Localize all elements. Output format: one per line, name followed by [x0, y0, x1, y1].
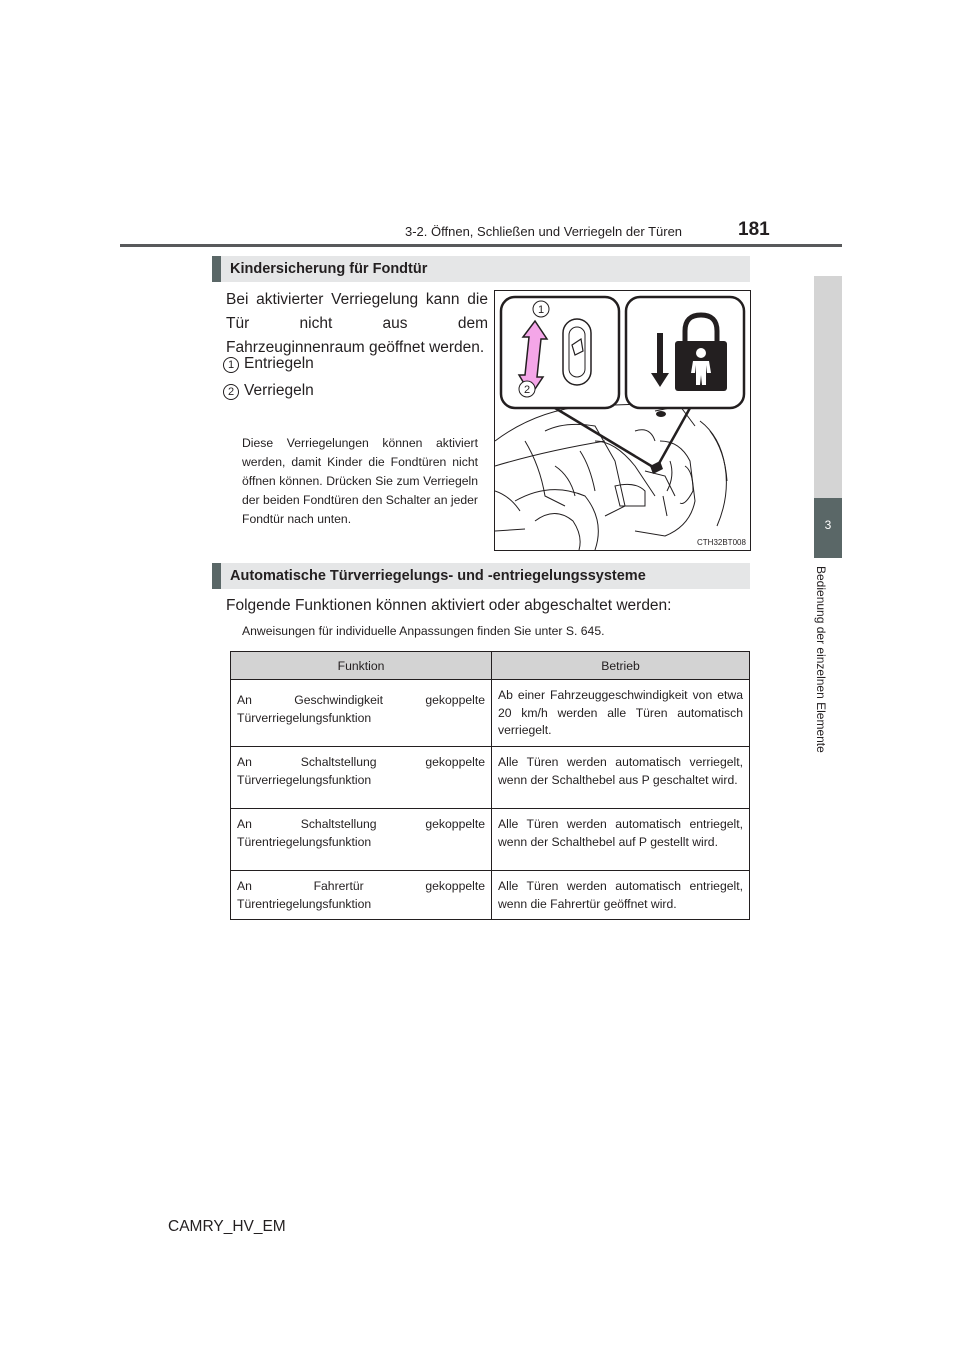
footer-model-code: CAMRY_HV_EM	[168, 1218, 286, 1235]
functions-table	[230, 651, 750, 920]
table-row	[231, 871, 750, 920]
table-cell-operation: Alle Türen werden automatisch verriegelt, wenn der Schalthebel aus P geschaltet wird.	[492, 747, 750, 809]
callout-number-2: 2	[523, 384, 531, 396]
child-lock-note: Diese Verriegelungen können aktiviert werden, damit Kinder die Fondtüren nicht öffnen können. Drücken Sie zum Verriegeln der beiden Fondtüren den Schalter an jeder Fondtür nach unten.	[242, 436, 478, 526]
customization-note: Anweisungen für individuelle Anpassungen finden Sie unter S. 645.	[242, 624, 605, 638]
side-tab-background	[814, 276, 842, 498]
side-tab-chapter-number: 3	[824, 518, 832, 532]
door-illustration-svg	[495, 291, 750, 550]
switch-detail-box	[501, 297, 619, 408]
step-number-2: 2	[223, 384, 239, 400]
step-label-unlock: Entriegeln	[244, 355, 314, 372]
table-cell-function: An Schaltstellung gekoppelte Türentriegelungsfunktion	[231, 809, 492, 871]
table-row	[231, 680, 750, 747]
auto-lock-intro: Folgende Funktionen können aktiviert oder abgeschaltet werden:	[226, 597, 672, 614]
table-cell-operation: Ab einer Fahrzeuggeschwindigkeit von etwa 20 km/h werden alle Türen automatisch verriegelt.	[492, 680, 750, 747]
section-heading-auto-lock: Automatische Türverriegelungs- und -entriegelungssysteme	[212, 563, 750, 589]
table-cell-function: An Fahrertür gekoppelte Türentriegelungsfunktion	[231, 871, 492, 920]
header-section-title: 3-2. Öffnen, Schließen und Verriegeln der Türen	[405, 224, 683, 239]
table-cell-operation: Alle Türen werden automatisch entriegelt, wenn der Schalthebel auf P gestellt wird.	[492, 809, 750, 871]
header-rule	[120, 244, 842, 247]
table-cell-function: An Schaltstellung gekoppelte Türverriegelungsfunktion	[231, 747, 492, 809]
side-tab-chapter-label: Bedienung der einzelnen Elemente	[814, 566, 828, 753]
child-lock-illustration	[494, 290, 751, 551]
table-header-row	[231, 652, 750, 680]
section-heading-child-lock: Kindersicherung für Fondtür	[212, 256, 750, 282]
page-number: 181	[738, 219, 770, 240]
table-cell-function: An Geschwindigkeit gekoppelte Türverriegelungsfunktion	[231, 680, 492, 747]
child-lock-intro: Bei aktivierter Verriegelung kann die Tür nicht aus dem Fahrzeuginnenraum geöffnet werden.	[226, 291, 488, 356]
table-row	[231, 809, 750, 871]
table-header-operation: Betrieb	[492, 652, 750, 680]
callout-number-1: 1	[537, 304, 545, 316]
step-label-lock: Verriegeln	[244, 382, 314, 399]
table-row	[231, 747, 750, 809]
step-number-1: 1	[223, 357, 239, 373]
table-header-function: Funktion	[231, 652, 492, 680]
table-cell-operation: Alle Türen werden automatisch entriegelt, wenn die Fahrertür geöffnet wird.	[492, 871, 750, 920]
figure-code: CTH32BT008	[697, 538, 746, 547]
